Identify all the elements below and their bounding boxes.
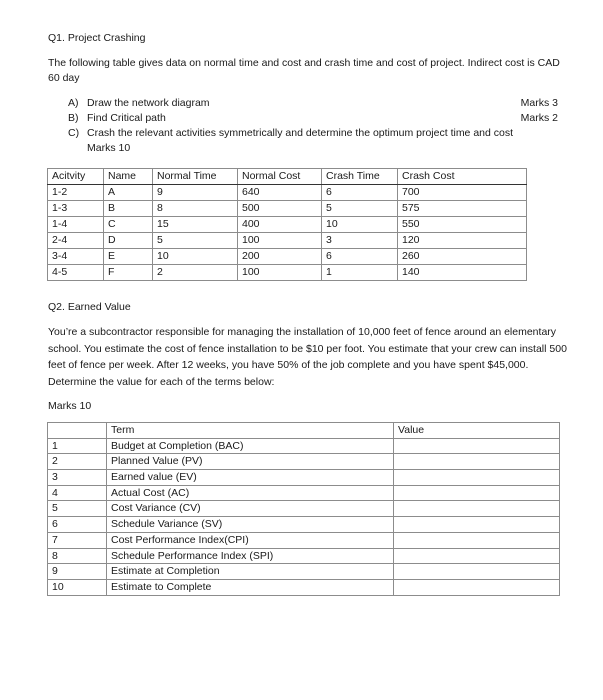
- table-row: [48, 265, 527, 281]
- table-row: [48, 470, 560, 486]
- header-cell: Value: [394, 423, 560, 439]
- table-cell: F: [104, 265, 153, 281]
- table-cell: 5: [153, 233, 238, 249]
- table-cell: Estimate to Complete: [107, 579, 394, 595]
- table-cell: 200: [238, 249, 322, 265]
- table-cell: Schedule Performance Index (SPI): [107, 548, 394, 564]
- table-cell: 100: [238, 233, 322, 249]
- task-b: [68, 111, 558, 126]
- table-cell: Planned Value (PV): [107, 454, 394, 470]
- task-text: Crash the relevant activities symmetrically and determine the optimum project time and cost: [87, 127, 514, 139]
- table-cell: 1-4: [48, 217, 104, 233]
- header-cell: Term: [107, 423, 394, 439]
- table-row: [48, 185, 527, 201]
- table-cell: 8: [153, 201, 238, 217]
- header-cell: Name: [104, 169, 153, 185]
- table-cell: 1-2: [48, 185, 104, 201]
- task-c-marks: Marks 10: [87, 142, 131, 154]
- table-cell: 120: [398, 233, 527, 249]
- header-cell: [48, 423, 107, 439]
- table-cell: Budget at Completion (BAC): [107, 438, 394, 454]
- value-cell: [394, 454, 560, 470]
- table-cell: 6: [48, 517, 107, 533]
- q1-title: Q1. Project Crashing: [48, 32, 146, 44]
- table-row: [48, 438, 560, 454]
- table-cell: 700: [398, 185, 527, 201]
- table-cell: 6: [322, 185, 398, 201]
- value-cell: [394, 470, 560, 486]
- earned-value-table: [47, 422, 560, 596]
- task-text: Draw the network diagram: [87, 97, 210, 109]
- table-row: [48, 532, 560, 548]
- q2-text: You’re a subcontractor responsible for managing the installation of 10,000 feet of fence around an elementary school. You estimate the cost of fence installation to be $10 per foot. You estimate that your crew can install 500 feet of fence per week. After 12 weeks, you have 50% of the job complete and you have spent $45,000. Determine the value for each of the terms below:: [48, 326, 567, 389]
- task-letter: C): [68, 127, 80, 139]
- table-cell: 260: [398, 249, 527, 265]
- table-row: [48, 517, 560, 533]
- table-row: [48, 564, 560, 580]
- table-cell: 9: [153, 185, 238, 201]
- table-cell: 1-3: [48, 201, 104, 217]
- table-cell: 4: [48, 485, 107, 501]
- table-cell: 640: [238, 185, 322, 201]
- table-row: [48, 485, 560, 501]
- task-letter: A): [68, 97, 79, 109]
- table-cell: 3-4: [48, 249, 104, 265]
- task-letter: B): [68, 112, 79, 124]
- table-cell: 9: [48, 564, 107, 580]
- table-cell: 100: [238, 265, 322, 281]
- task-a: [68, 96, 558, 111]
- table-row: [48, 217, 527, 233]
- table-row: [48, 548, 560, 564]
- table-cell: Estimate at Completion: [107, 564, 394, 580]
- header-cell: Normal Time: [153, 169, 238, 185]
- task-text: Find Critical path: [87, 112, 166, 124]
- value-cell: [394, 485, 560, 501]
- header-cell: Acitvity: [48, 169, 104, 185]
- table-cell: 550: [398, 217, 527, 233]
- table-cell: 6: [322, 249, 398, 265]
- table-cell: 10: [322, 217, 398, 233]
- table-cell: C: [104, 217, 153, 233]
- header-cell: Crash Time: [322, 169, 398, 185]
- header-cell: Crash Cost: [398, 169, 527, 185]
- table-cell: 400: [238, 217, 322, 233]
- q2-marks: Marks 10: [48, 400, 92, 412]
- table-cell: 5: [48, 501, 107, 517]
- table-cell: 3: [322, 233, 398, 249]
- value-cell: [394, 501, 560, 517]
- table-cell: Earned value (EV): [107, 470, 394, 486]
- value-cell: [394, 532, 560, 548]
- table-cell: Schedule Variance (SV): [107, 517, 394, 533]
- table-cell: Actual Cost (AC): [107, 485, 394, 501]
- table-cell: 15: [153, 217, 238, 233]
- crash-data-table: [47, 168, 527, 281]
- q2-title: Q2. Earned Value: [48, 301, 131, 313]
- table-cell: 1: [48, 438, 107, 454]
- table-cell: 8: [48, 548, 107, 564]
- table-cell: B: [104, 201, 153, 217]
- table-cell: 5: [322, 201, 398, 217]
- header-cell: Normal Cost: [238, 169, 322, 185]
- table-cell: 500: [238, 201, 322, 217]
- table-cell: 3: [48, 470, 107, 486]
- table-cell: 140: [398, 265, 527, 281]
- table-row: [48, 501, 560, 517]
- table-cell: E: [104, 249, 153, 265]
- table-cell: 7: [48, 532, 107, 548]
- table-cell: 4-5: [48, 265, 104, 281]
- table-header-row: [48, 169, 527, 185]
- table-cell: Cost Variance (CV): [107, 501, 394, 517]
- task-marks: Marks 3: [520, 97, 558, 109]
- table-cell: A: [104, 185, 153, 201]
- table-row: [48, 579, 560, 595]
- value-cell: [394, 564, 560, 580]
- table-row: [48, 249, 527, 265]
- table-row: [48, 201, 527, 217]
- value-cell: [394, 548, 560, 564]
- table-row: [48, 233, 527, 249]
- table-cell: 2: [153, 265, 238, 281]
- table-cell: D: [104, 233, 153, 249]
- value-cell: [394, 517, 560, 533]
- task-marks: Marks 2: [520, 112, 558, 124]
- table-header-row: [48, 423, 560, 439]
- task-c: [68, 126, 558, 141]
- table-cell: 2-4: [48, 233, 104, 249]
- table-cell: 575: [398, 201, 527, 217]
- value-cell: [394, 579, 560, 595]
- table-cell: 10: [153, 249, 238, 265]
- q1-task-list: [68, 96, 558, 156]
- table-cell: 10: [48, 579, 107, 595]
- table-cell: 1: [322, 265, 398, 281]
- value-cell: [394, 438, 560, 454]
- table-cell: 2: [48, 454, 107, 470]
- q1-intro: The following table gives data on normal time and cost and crash time and cost of project. Indirect cost is CAD 60 day: [48, 57, 560, 84]
- table-row: [48, 454, 560, 470]
- table-cell: Cost Performance Index(CPI): [107, 532, 394, 548]
